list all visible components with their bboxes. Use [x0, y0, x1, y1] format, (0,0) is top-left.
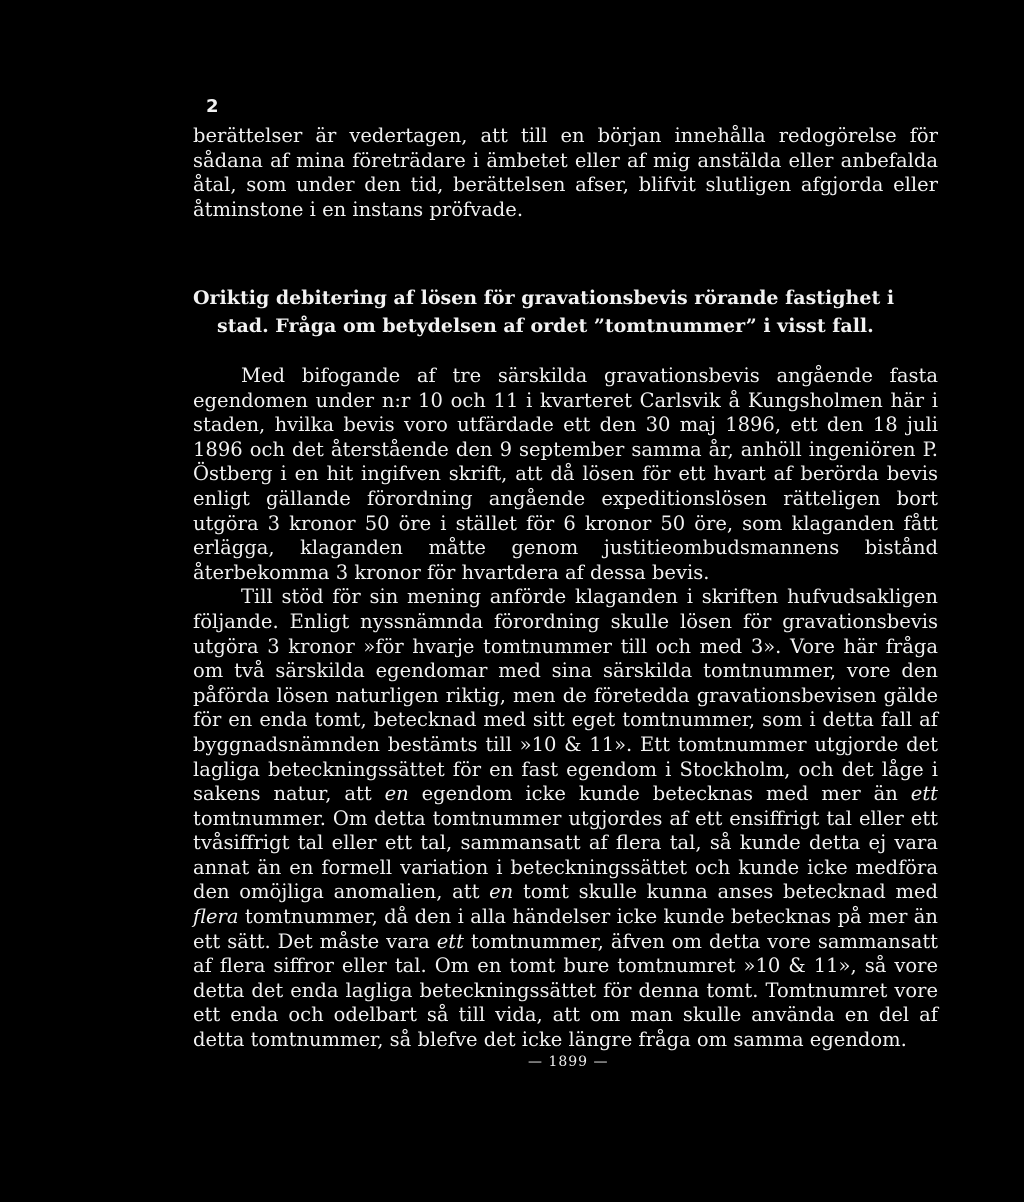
paragraph-2-text-4: tomt skulle kunna anses betecknad med	[513, 880, 938, 904]
paragraph-2-text-5: tomtnummer, då den i alla händelser icke kunde betecknas på mer än ett sätt. Det måste vara	[193, 905, 938, 953]
paragraph-2-text-2: egendom icke kunde betecknas med mer än	[408, 782, 911, 806]
emphasis-ett-2: ett	[436, 929, 464, 953]
section-heading	[193, 284, 938, 340]
intro-paragraph: berättelser är vedertagen, att till en början innehålla redogörelse för sådana af mina företrädare i ämbetet eller af mig anstälda eller anbefalda åtal, som under den tid, berättelsen afser, blifvit slutligen afgjorda eller åtminstone i en instans pröfvade.	[193, 124, 938, 221]
emphasis-en-1: en	[384, 782, 409, 806]
emphasis-ett-1: ett	[910, 782, 939, 806]
section-heading-line-1: Oriktig debitering af lösen för gravationsbevis rörande fastighet i	[193, 287, 895, 309]
paragraph-2-text-6: tomtnummer, äfven om detta vore sammansatt af flera siffror eller tal. Om en tomt bure tomtnumret »10 & 11», så vore detta det enda lagliga beteckningssättet för denna tomt. Tomtnumret vore ett enda och odelbart så till vida, att om man skulle använda en del af detta tomtnummer, så blefve det icke längre fråga om samma egendom.	[193, 929, 939, 1052]
page-footer-year: — 1899 —	[528, 1054, 609, 1070]
section-heading-line-2: stad. Fråga om betydelsen af ordet ”tomtnummer” i visst fall.	[217, 315, 874, 337]
paragraph-2-text-1: Till stöd för sin mening anförde klaganden i skriften hufvudsakligen följande. Enligt nyssnämnda förordning skulle lösen för gravationsbevis utgöra 3 kronor »för hvarje tomtnummer till och med 3». Vore här fråga om två särskilda egendomar med sina särskilda tomtnummer, vore den påförda lösen naturligen riktig, men de företedda gravationsbevisen gälde för en enda tomt, betecknad med sitt eget tomtnummer, som i detta fall af byggnadsnämnden bestämts till »10 & 11». Ett tomtnummer utgjorde det lagliga beteckningssättet för en fast egendom i Stockholm, och det låge i sakens natur, att	[193, 585, 938, 806]
paragraph-2-text-3: tomtnummer. Om detta tomtnummer utgjordes af ett ensiffrigt tal eller ett tvåsiffrigt tal eller ett tal, sammansatt af flera tal, så kunde detta ej vara annat än en formell variation i beteckningssättet och kunde icke medföra den omöjliga anomalien, att	[193, 806, 938, 904]
paragraph-1: Med bifogande af tre särskilda gravationsbevis angående fasta egendomen under n:r 10 och 11 i kvarteret Carlsvik å Kungsholmen här i staden, hvilka bevis voro utfärdade ett den 30 maj 1896, ett den 18 juli 1896 och det återstående den 9 september samma år, anhöll ingeniören P. Östberg i en hit ingifven skrift, att då lösen för ett hvart af berörda bevis enligt gällande förordning angående expeditionslösen rätteligen bort utgöra 3 kronor 50 öre i stället för 6 kronor 50 öre, som klaganden fått erlägga, klaganden måtte genom justitieombudsmannens bistånd återbekomma 3 kronor för hvartdera af dessa bevis.	[193, 364, 938, 584]
emphasis-en-2: en	[489, 880, 514, 904]
emphasis-flera: flera	[193, 905, 239, 929]
body-text	[193, 364, 938, 1053]
page-number: 2	[206, 96, 219, 117]
paragraph-2	[193, 585, 938, 1052]
